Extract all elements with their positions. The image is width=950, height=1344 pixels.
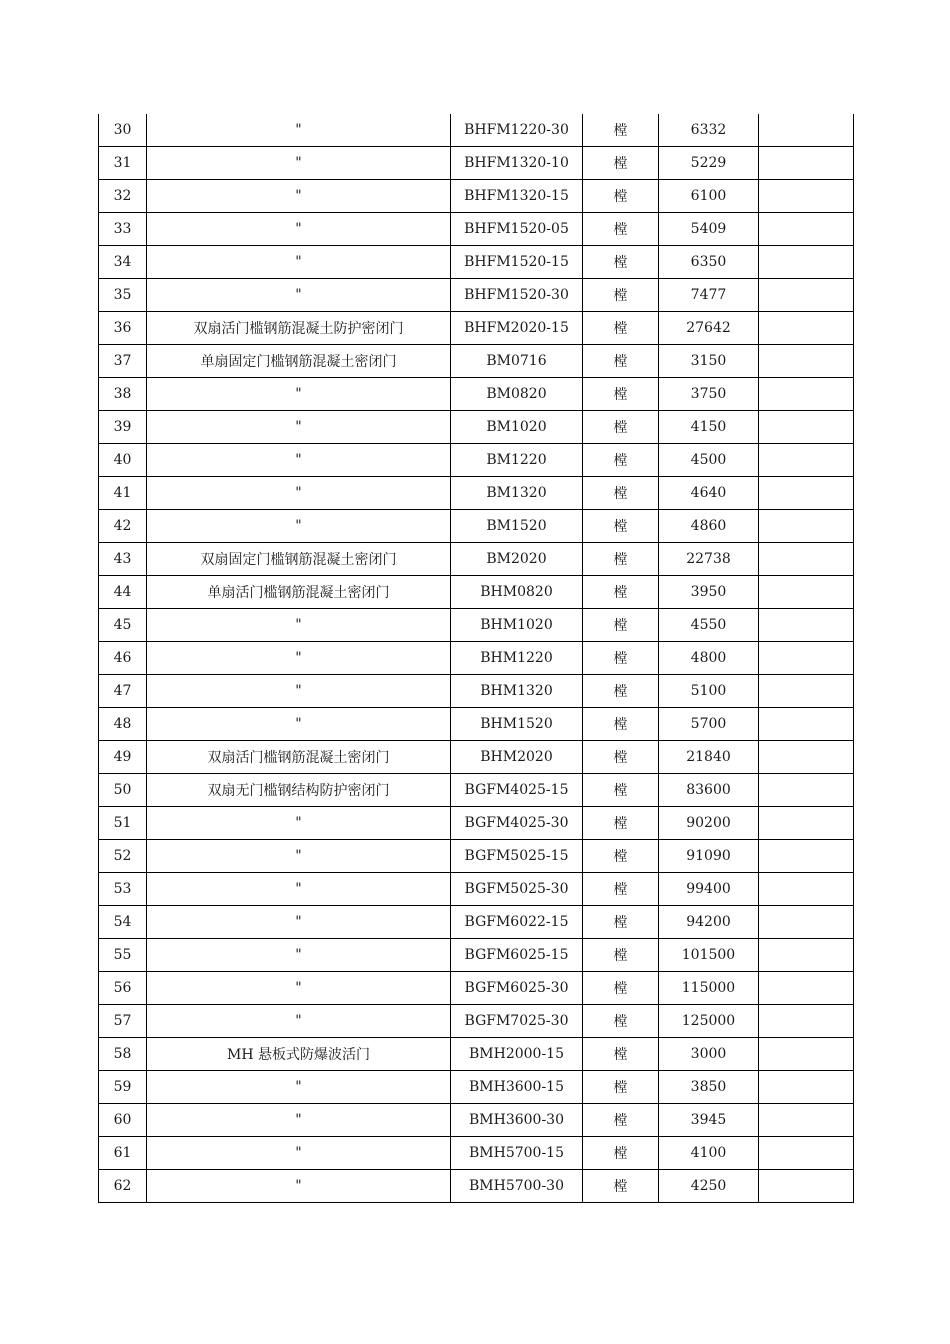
model-code-cell: BM1520 [451, 510, 583, 543]
table-row [99, 741, 854, 774]
row-number-cell: 41 [99, 477, 147, 510]
price-table [98, 114, 854, 1203]
remark-cell [759, 576, 854, 609]
table-row [99, 1104, 854, 1137]
price-cell: 5100 [659, 675, 759, 708]
table-row [99, 180, 854, 213]
model-code-cell: BHFM1520-30 [451, 279, 583, 312]
remark-cell [759, 1071, 854, 1104]
price-cell: 27642 [659, 312, 759, 345]
item-name-cell: " [147, 972, 451, 1005]
model-code-cell: BGFM5025-15 [451, 840, 583, 873]
unit-cell: 樘 [583, 345, 659, 378]
item-name-cell: " [147, 873, 451, 906]
unit-cell: 樘 [583, 939, 659, 972]
model-code-cell: BM1320 [451, 477, 583, 510]
unit-cell: 樘 [583, 411, 659, 444]
remark-cell [759, 378, 854, 411]
unit-cell: 樘 [583, 1104, 659, 1137]
table-row [99, 213, 854, 246]
item-name-cell: " [147, 609, 451, 642]
model-code-cell: BHFM1220-30 [451, 114, 583, 147]
table-row [99, 279, 854, 312]
table-row [99, 1170, 854, 1203]
row-number-cell: 60 [99, 1104, 147, 1137]
unit-cell: 樘 [583, 972, 659, 1005]
remark-cell [759, 1005, 854, 1038]
table-row [99, 510, 854, 543]
price-cell: 125000 [659, 1005, 759, 1038]
price-cell: 4640 [659, 477, 759, 510]
table-row [99, 345, 854, 378]
item-name-cell: MH 悬板式防爆波活门 [147, 1038, 451, 1071]
remark-cell [759, 147, 854, 180]
item-name-cell: " [147, 477, 451, 510]
model-code-cell: BGFM4025-30 [451, 807, 583, 840]
unit-cell: 樘 [583, 510, 659, 543]
remark-cell [759, 510, 854, 543]
table-row [99, 774, 854, 807]
unit-cell: 樘 [583, 1005, 659, 1038]
item-name-cell: " [147, 1137, 451, 1170]
model-code-cell: BM1220 [451, 444, 583, 477]
item-name-cell: 双扇活门槛钢筋混凝土防护密闭门 [147, 312, 451, 345]
unit-cell: 樘 [583, 180, 659, 213]
unit-cell: 樘 [583, 906, 659, 939]
table-row [99, 147, 854, 180]
model-code-cell: BHM1320 [451, 675, 583, 708]
item-name-cell: " [147, 807, 451, 840]
item-name-cell: " [147, 147, 451, 180]
remark-cell [759, 1104, 854, 1137]
row-number-cell: 45 [99, 609, 147, 642]
item-name-cell: 单扇活门槛钢筋混凝土密闭门 [147, 576, 451, 609]
model-code-cell: BHM1220 [451, 642, 583, 675]
item-name-cell: " [147, 1071, 451, 1104]
unit-cell: 樘 [583, 444, 659, 477]
model-code-cell: BHM2020 [451, 741, 583, 774]
model-code-cell: BMH5700-30 [451, 1170, 583, 1203]
row-number-cell: 36 [99, 312, 147, 345]
item-name-cell: " [147, 378, 451, 411]
model-code-cell: BMH5700-15 [451, 1137, 583, 1170]
unit-cell: 樘 [583, 873, 659, 906]
price-cell: 90200 [659, 807, 759, 840]
row-number-cell: 62 [99, 1170, 147, 1203]
model-code-cell: BGFM4025-15 [451, 774, 583, 807]
item-name-cell: " [147, 1170, 451, 1203]
remark-cell [759, 840, 854, 873]
row-number-cell: 37 [99, 345, 147, 378]
row-number-cell: 55 [99, 939, 147, 972]
price-cell: 5229 [659, 147, 759, 180]
model-code-cell: BGFM5025-30 [451, 873, 583, 906]
item-name-cell: 双扇活门槛钢筋混凝土密闭门 [147, 741, 451, 774]
row-number-cell: 49 [99, 741, 147, 774]
row-number-cell: 50 [99, 774, 147, 807]
unit-cell: 樘 [583, 1137, 659, 1170]
unit-cell: 樘 [583, 213, 659, 246]
remark-cell [759, 543, 854, 576]
remark-cell [759, 180, 854, 213]
item-name-cell: 双扇无门槛钢结构防护密闭门 [147, 774, 451, 807]
row-number-cell: 46 [99, 642, 147, 675]
table-row [99, 939, 854, 972]
remark-cell [759, 246, 854, 279]
table-row [99, 114, 854, 147]
row-number-cell: 35 [99, 279, 147, 312]
price-cell: 6100 [659, 180, 759, 213]
unit-cell: 樘 [583, 1071, 659, 1104]
model-code-cell: BM0820 [451, 378, 583, 411]
row-number-cell: 61 [99, 1137, 147, 1170]
unit-cell: 樘 [583, 774, 659, 807]
table-row [99, 312, 854, 345]
table-row [99, 1071, 854, 1104]
price-cell: 99400 [659, 873, 759, 906]
price-cell: 6332 [659, 114, 759, 147]
item-name-cell: " [147, 1005, 451, 1038]
item-name-cell: " [147, 675, 451, 708]
unit-cell: 樘 [583, 741, 659, 774]
unit-cell: 樘 [583, 642, 659, 675]
remark-cell [759, 279, 854, 312]
price-cell: 91090 [659, 840, 759, 873]
remark-cell [759, 213, 854, 246]
table-row [99, 609, 854, 642]
price-cell: 22738 [659, 543, 759, 576]
row-number-cell: 32 [99, 180, 147, 213]
item-name-cell: " [147, 180, 451, 213]
row-number-cell: 39 [99, 411, 147, 444]
remark-cell [759, 1038, 854, 1071]
row-number-cell: 38 [99, 378, 147, 411]
table-row [99, 972, 854, 1005]
unit-cell: 樘 [583, 840, 659, 873]
item-name-cell: " [147, 642, 451, 675]
unit-cell: 樘 [583, 279, 659, 312]
remark-cell [759, 906, 854, 939]
unit-cell: 樘 [583, 312, 659, 345]
unit-cell: 樘 [583, 675, 659, 708]
unit-cell: 樘 [583, 543, 659, 576]
price-cell: 4100 [659, 1137, 759, 1170]
unit-cell: 樘 [583, 114, 659, 147]
row-number-cell: 30 [99, 114, 147, 147]
model-code-cell: BHFM2020-15 [451, 312, 583, 345]
remark-cell [759, 609, 854, 642]
row-number-cell: 34 [99, 246, 147, 279]
model-code-cell: BHFM1320-15 [451, 180, 583, 213]
price-cell: 101500 [659, 939, 759, 972]
table-row [99, 411, 854, 444]
price-cell: 4500 [659, 444, 759, 477]
price-cell: 83600 [659, 774, 759, 807]
table-row [99, 1038, 854, 1071]
remark-cell [759, 774, 854, 807]
remark-cell [759, 312, 854, 345]
remark-cell [759, 411, 854, 444]
table-row [99, 840, 854, 873]
table-row [99, 807, 854, 840]
remark-cell [759, 741, 854, 774]
unit-cell: 樘 [583, 708, 659, 741]
row-number-cell: 48 [99, 708, 147, 741]
price-cell: 3850 [659, 1071, 759, 1104]
price-cell: 115000 [659, 972, 759, 1005]
remark-cell [759, 1170, 854, 1203]
table-row [99, 675, 854, 708]
table-row [99, 246, 854, 279]
remark-cell [759, 642, 854, 675]
unit-cell: 樘 [583, 609, 659, 642]
row-number-cell: 47 [99, 675, 147, 708]
price-cell: 4800 [659, 642, 759, 675]
model-code-cell: BHM1020 [451, 609, 583, 642]
price-cell: 6350 [659, 246, 759, 279]
model-code-cell: BGFM6025-30 [451, 972, 583, 1005]
item-name-cell: " [147, 840, 451, 873]
item-name-cell: " [147, 939, 451, 972]
row-number-cell: 44 [99, 576, 147, 609]
table-row [99, 906, 854, 939]
model-code-cell: BHFM1520-05 [451, 213, 583, 246]
item-name-cell: " [147, 906, 451, 939]
model-code-cell: BHM0820 [451, 576, 583, 609]
model-code-cell: BGFM6025-15 [451, 939, 583, 972]
item-name-cell: " [147, 411, 451, 444]
price-cell: 3950 [659, 576, 759, 609]
price-cell: 4860 [659, 510, 759, 543]
table-row [99, 477, 854, 510]
row-number-cell: 52 [99, 840, 147, 873]
price-cell: 5409 [659, 213, 759, 246]
table-body [99, 114, 854, 1203]
remark-cell [759, 114, 854, 147]
price-cell: 21840 [659, 741, 759, 774]
table-row [99, 708, 854, 741]
price-cell: 3750 [659, 378, 759, 411]
item-name-cell: 双扇固定门槛钢筋混凝土密闭门 [147, 543, 451, 576]
item-name-cell: " [147, 708, 451, 741]
remark-cell [759, 444, 854, 477]
remark-cell [759, 972, 854, 1005]
unit-cell: 樘 [583, 1170, 659, 1203]
item-name-cell: 单扇固定门槛钢筋混凝土密闭门 [147, 345, 451, 378]
table-row [99, 873, 854, 906]
remark-cell [759, 477, 854, 510]
row-number-cell: 53 [99, 873, 147, 906]
row-number-cell: 59 [99, 1071, 147, 1104]
model-code-cell: BGFM6022-15 [451, 906, 583, 939]
row-number-cell: 58 [99, 1038, 147, 1071]
model-code-cell: BM0716 [451, 345, 583, 378]
unit-cell: 樘 [583, 576, 659, 609]
price-cell: 94200 [659, 906, 759, 939]
table-row [99, 1137, 854, 1170]
row-number-cell: 31 [99, 147, 147, 180]
price-cell: 4550 [659, 609, 759, 642]
item-name-cell: " [147, 213, 451, 246]
item-name-cell: " [147, 246, 451, 279]
remark-cell [759, 1137, 854, 1170]
row-number-cell: 43 [99, 543, 147, 576]
model-code-cell: BM1020 [451, 411, 583, 444]
row-number-cell: 51 [99, 807, 147, 840]
model-code-cell: BHFM1520-15 [451, 246, 583, 279]
unit-cell: 樘 [583, 378, 659, 411]
item-name-cell: " [147, 114, 451, 147]
model-code-cell: BMH3600-15 [451, 1071, 583, 1104]
price-cell: 3150 [659, 345, 759, 378]
item-name-cell: " [147, 510, 451, 543]
item-name-cell: " [147, 279, 451, 312]
row-number-cell: 42 [99, 510, 147, 543]
price-cell: 5700 [659, 708, 759, 741]
unit-cell: 樘 [583, 1038, 659, 1071]
model-code-cell: BHM1520 [451, 708, 583, 741]
model-code-cell: BGFM7025-30 [451, 1005, 583, 1038]
remark-cell [759, 939, 854, 972]
model-code-cell: BMH2000-15 [451, 1038, 583, 1071]
remark-cell [759, 708, 854, 741]
item-name-cell: " [147, 1104, 451, 1137]
price-cell: 4150 [659, 411, 759, 444]
row-number-cell: 56 [99, 972, 147, 1005]
table-row [99, 1005, 854, 1038]
remark-cell [759, 345, 854, 378]
unit-cell: 樘 [583, 807, 659, 840]
row-number-cell: 57 [99, 1005, 147, 1038]
model-code-cell: BMH3600-30 [451, 1104, 583, 1137]
unit-cell: 樘 [583, 147, 659, 180]
table-row [99, 543, 854, 576]
price-cell: 4250 [659, 1170, 759, 1203]
table-row [99, 576, 854, 609]
unit-cell: 樘 [583, 246, 659, 279]
model-code-cell: BM2020 [451, 543, 583, 576]
unit-cell: 樘 [583, 477, 659, 510]
price-cell: 3945 [659, 1104, 759, 1137]
table-row [99, 642, 854, 675]
price-cell: 3000 [659, 1038, 759, 1071]
model-code-cell: BHFM1320-10 [451, 147, 583, 180]
row-number-cell: 54 [99, 906, 147, 939]
remark-cell [759, 675, 854, 708]
remark-cell [759, 807, 854, 840]
table-row [99, 444, 854, 477]
price-cell: 7477 [659, 279, 759, 312]
remark-cell [759, 873, 854, 906]
row-number-cell: 40 [99, 444, 147, 477]
row-number-cell: 33 [99, 213, 147, 246]
item-name-cell: " [147, 444, 451, 477]
table-row [99, 378, 854, 411]
